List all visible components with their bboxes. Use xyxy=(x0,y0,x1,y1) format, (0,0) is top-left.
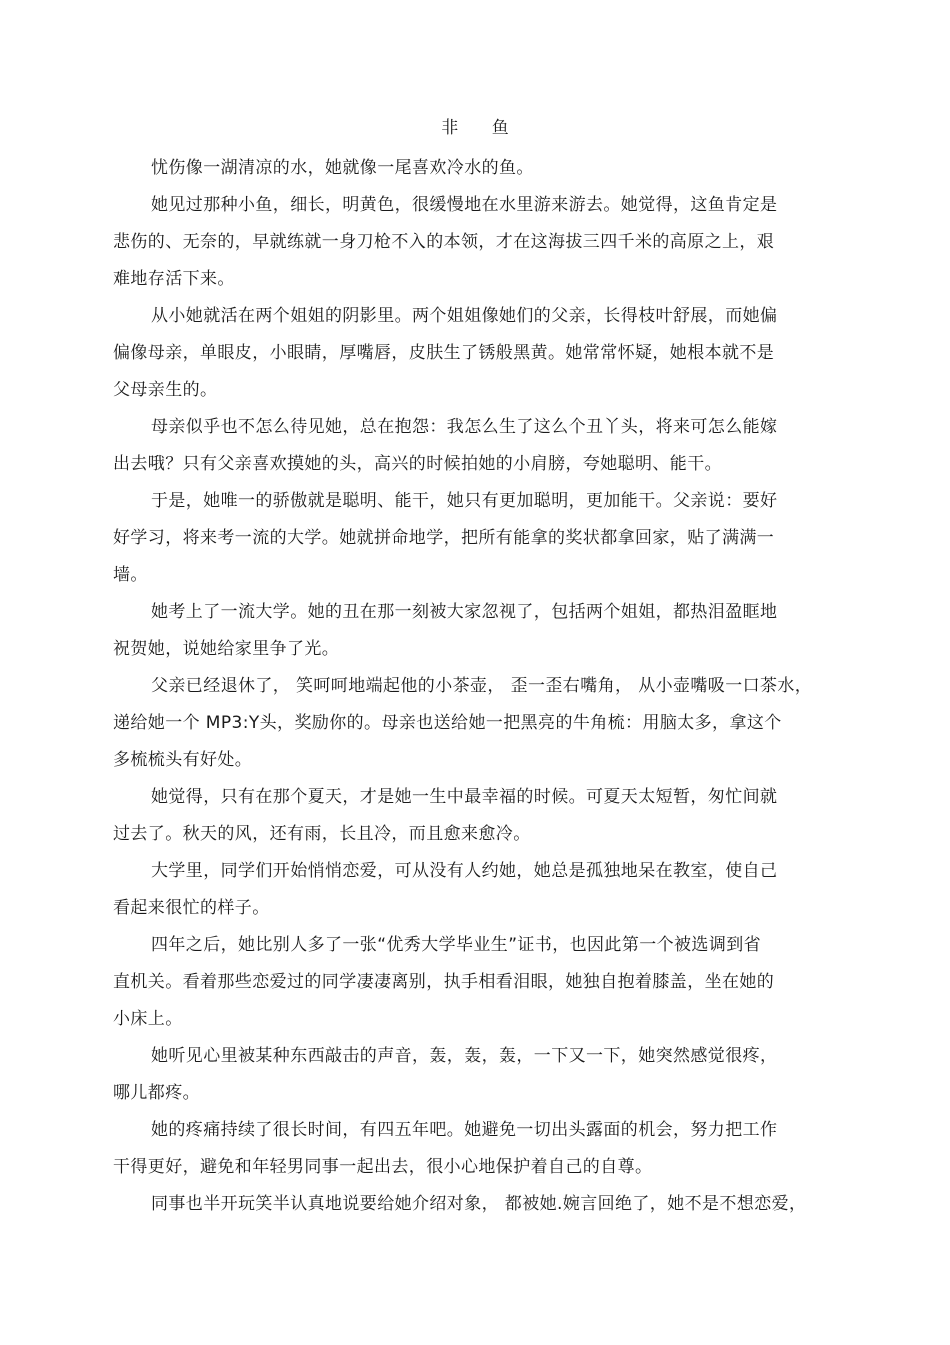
paragraph xyxy=(113,668,828,779)
paragraph-line: 难地存活下来。 xyxy=(113,269,235,289)
paragraph-line: 她考上了一流大学。她的丑在那一刻被大家忽视了，包括两个姐姐，都热泪盈眶地 xyxy=(151,602,778,622)
paragraph-line: 直机关。看着那些恋爱过的同学凄凄离别，执手相看泪眼，她独自抱着膝盖，坐在她的 xyxy=(113,972,775,992)
paragraph-line: 多梳梳头有好处。 xyxy=(113,750,253,770)
paragraph-line: 看起来很忙的样子。 xyxy=(113,898,270,918)
paragraph xyxy=(113,1112,828,1186)
paragraph-line: 父母亲生的。 xyxy=(113,380,218,400)
paragraph-line: 递给她一个 MP3:Y头，奖励你的。母亲也送给她一把黑亮的牛角梳：用脑太多，拿这个 xyxy=(113,713,782,733)
paragraph-line: 她的疼痛持续了很长时间，有四五年吧。她避免一切出头露面的机会，努力把工作 xyxy=(151,1120,778,1140)
document-title: 非 鱼 xyxy=(441,118,523,138)
paragraph-line: 忧伤像一湖清凉的水，她就像一尾喜欢冷水的鱼。 xyxy=(151,158,534,178)
paragraph-line: 出去哦？只有父亲喜欢摸她的头，高兴的时候拍她的小肩膀，夸她聪明、能干。 xyxy=(113,454,722,474)
paragraph-line: 过去了。秋天的风，还有雨，长且冷，而且愈来愈冷。 xyxy=(113,824,531,844)
paragraph-line: 祝贺她，说她给家里争了光。 xyxy=(113,639,340,659)
paragraph-line: 墙。 xyxy=(113,565,148,585)
paragraph xyxy=(113,483,828,594)
paragraph-line: 大学里，同学们开始悄悄恋爱，可从没有人约她，她总是孤独地呆在教室，使自己 xyxy=(151,861,778,881)
paragraph-line: 她见过那种小鱼，细长，明黄色，很缓慢地在水里游来游去。她觉得，这鱼肯定是 xyxy=(151,195,778,215)
paragraph-line: 同事也半开玩笑半认真地说要给她介绍对象， 都被她.婉言回绝了，她不是不想恋爱， xyxy=(151,1194,807,1214)
paragraph-line: 干得更好，避免和年轻男同事一起出去，很小心地保护着自己的自尊。 xyxy=(113,1157,653,1177)
paragraph xyxy=(113,1186,828,1223)
paragraph xyxy=(113,853,828,927)
paragraph-line: 小床上。 xyxy=(113,1009,183,1029)
paragraph xyxy=(113,927,828,1038)
paragraph-line: 于是，她唯一的骄傲就是聪明、能干，她只有更加聪明，更加能干。父亲说：要好 xyxy=(151,491,778,511)
paragraph xyxy=(113,1038,828,1112)
paragraph xyxy=(113,594,828,668)
document-body xyxy=(113,150,828,1223)
paragraph xyxy=(113,779,828,853)
paragraph-line: 好学习，将来考一流的大学。她就拼命地学，把所有能拿的奖状都拿回家，贴了满满一 xyxy=(113,528,775,548)
paragraph-line: 母亲似乎也不怎么待见她，总在抱怨：我怎么生了这么个丑丫头，将来可怎么能嫁 xyxy=(151,417,778,437)
paragraph-line: 父亲已经退休了， 笑呵呵地端起他的小茶壶， 歪一歪右嘴角， 从小壶嘴吸一口茶水， xyxy=(151,676,813,696)
paragraph-line: 哪儿都疼。 xyxy=(113,1083,200,1103)
paragraph xyxy=(113,150,828,187)
paragraph xyxy=(113,298,828,409)
paragraph-line: 她听见心里被某种东西敲击的声音，轰，轰，轰，一下又一下，她突然感觉很疼， xyxy=(151,1046,778,1066)
paragraph xyxy=(113,409,828,483)
paragraph-line: 四年之后，她比别人多了一张“优秀大学毕业生”证书，也因此第一个被选调到省 xyxy=(151,935,762,955)
paragraph-line: 从小她就活在两个姐姐的阴影里。两个姐姐像她们的父亲，长得枝叶舒展，而她偏 xyxy=(151,306,778,326)
paragraph xyxy=(113,187,828,298)
paragraph-line: 悲伤的、无奈的，早就练就一身刀枪不入的本领，才在这海拔三四千米的高原之上，艰 xyxy=(113,232,775,252)
paragraph-line: 偏像母亲，单眼皮，小眼睛，厚嘴唇，皮肤生了锈般黑黄。她常常怀疑，她根本就不是 xyxy=(113,343,775,363)
paragraph-line: 她觉得，只有在那个夏天，才是她一生中最幸福的时候。可夏天太短暂，匆忙间就 xyxy=(151,787,778,807)
